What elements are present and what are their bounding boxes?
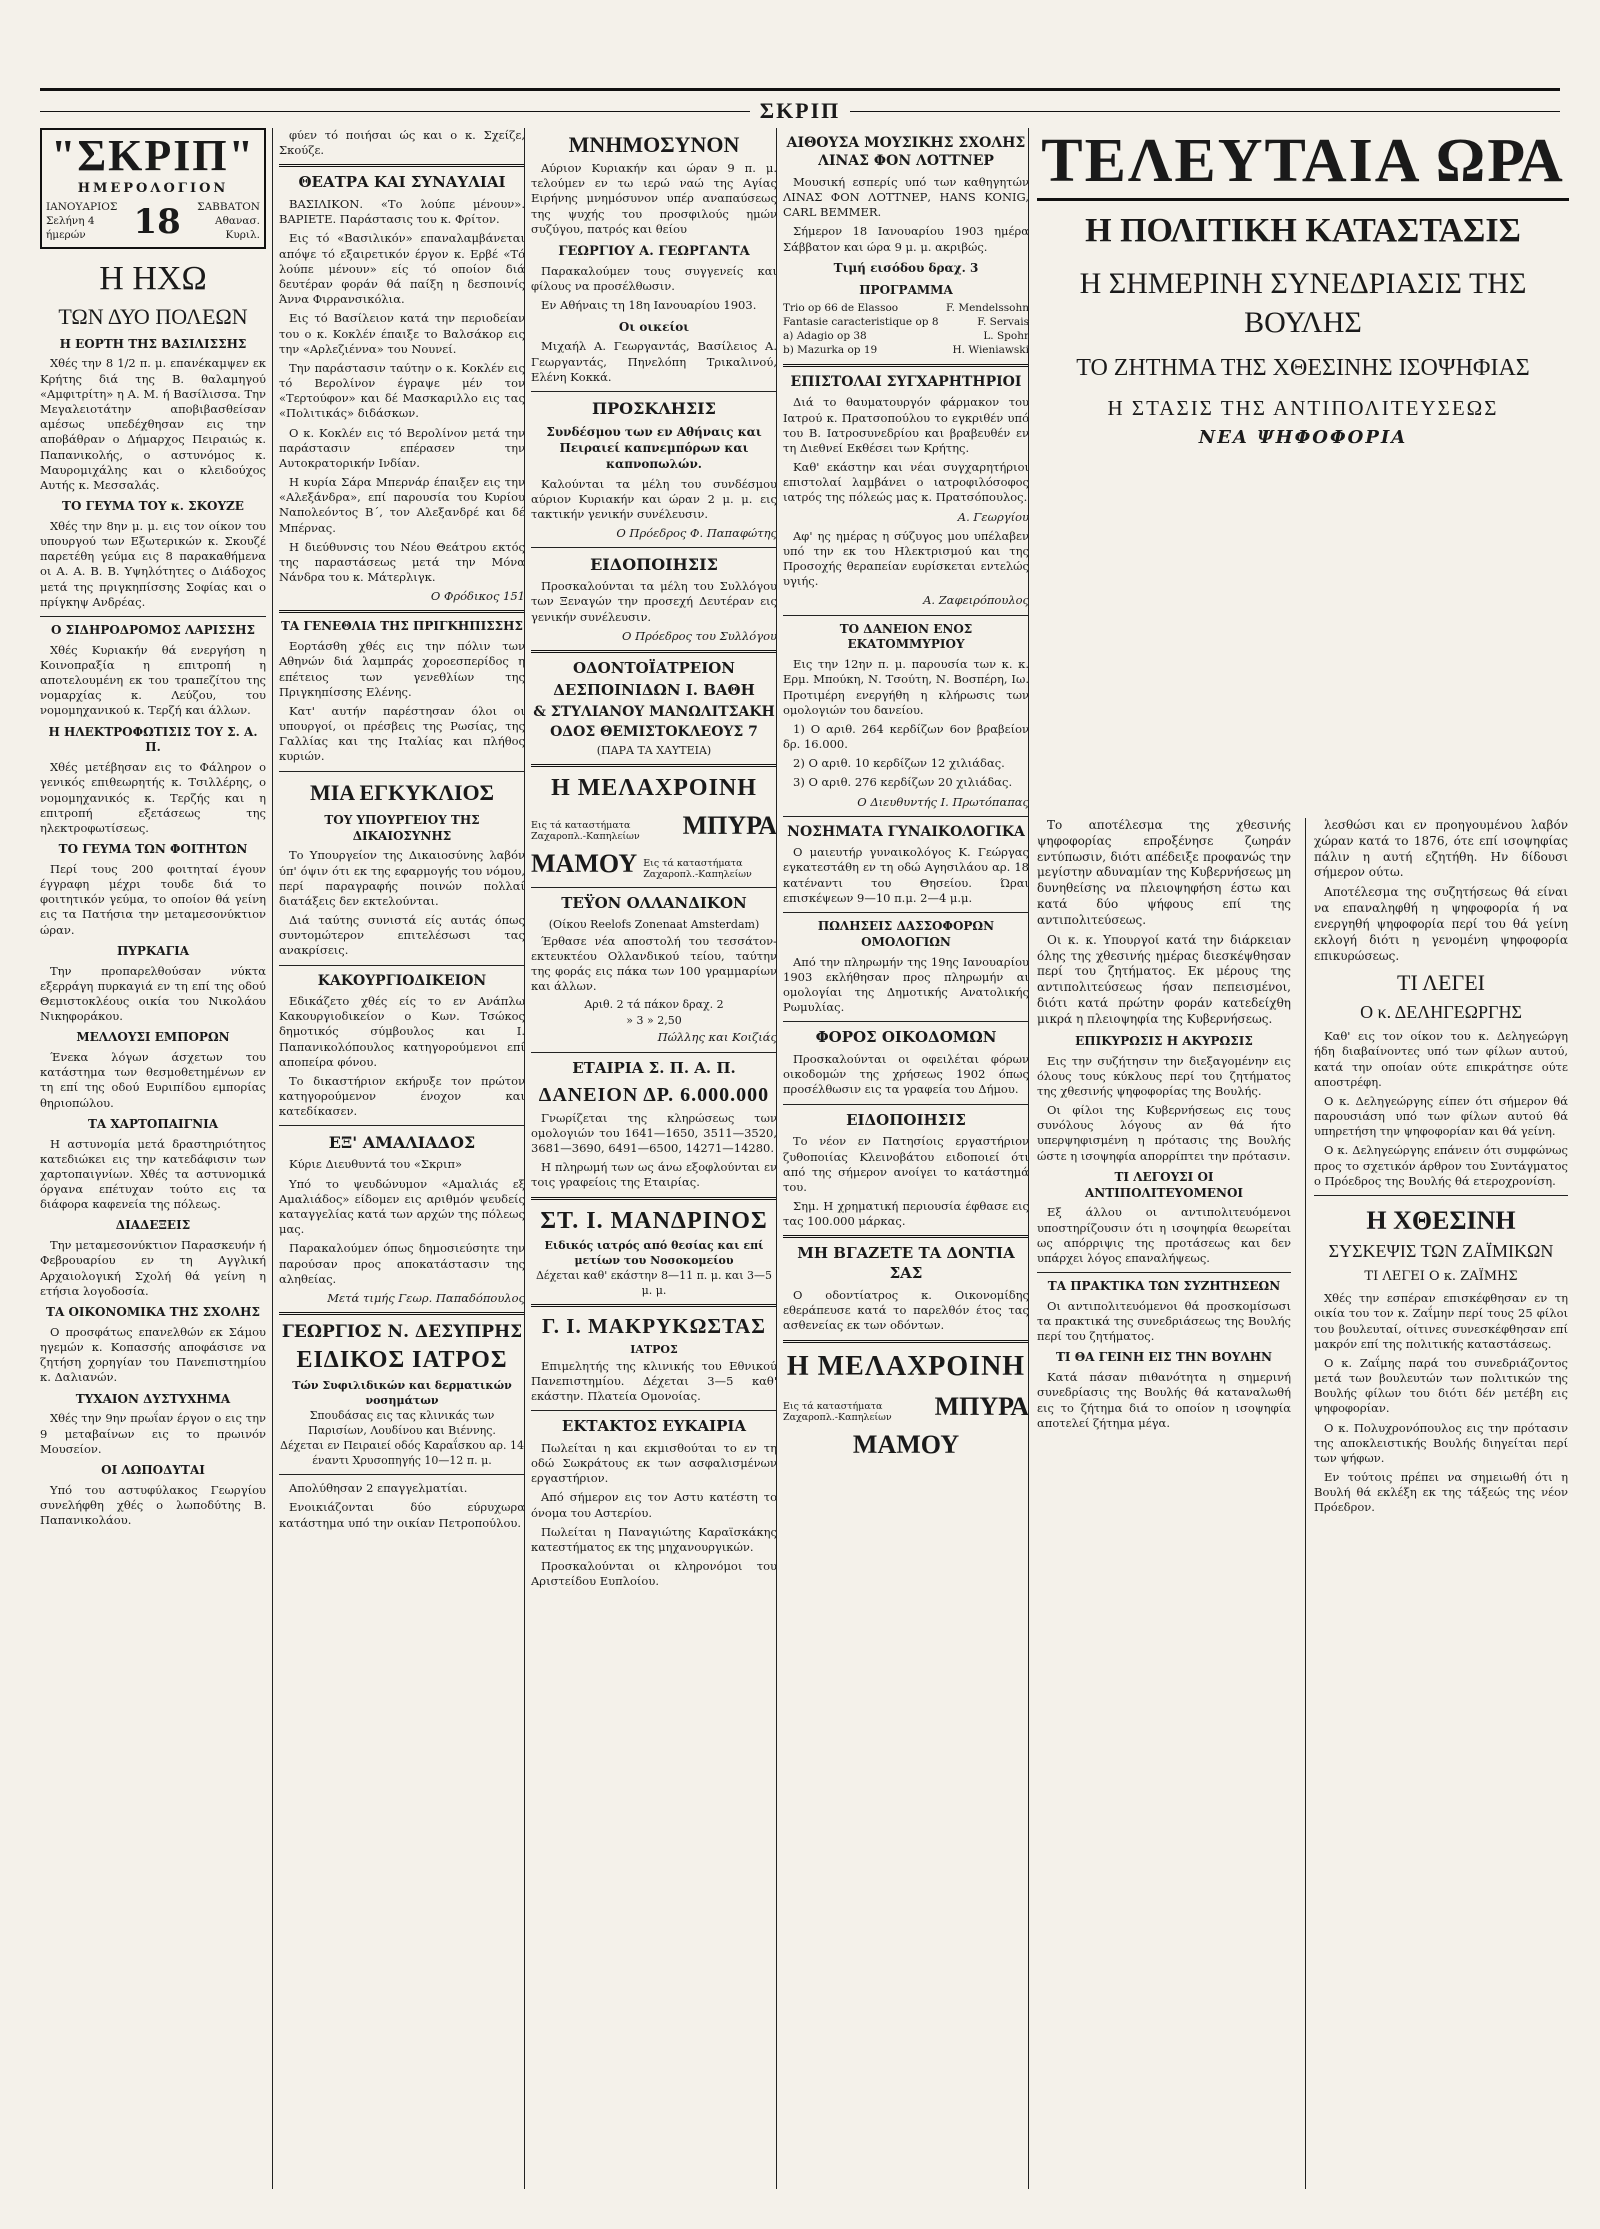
lead-block: [1314, 818, 1568, 964]
paragraph: Εξ άλλου οι αντιπολιτευόμενοι υποστηρίζουσιν ότι η ισοψηφία θεωρείται ως απόρριψις της προτάσεως και δεν υπάρχει λόγος επαναλήψεως.: [1037, 1205, 1291, 1265]
section-heading: ΜΙΑ ΕΓΚΥΚΛΙΟΣ: [309, 779, 495, 805]
section-heading: ΤΑ ΠΡΑΚΤΙΚΑ ΤΩΝ ΣΥΖΗΤΗΣΕΩΝ: [1047, 1279, 1281, 1294]
paragraph: Από την πληρωμήν της 19ης Ιανουαρίου 1903 εκλήθησαν προς πληρωμήν αι ομολογίαι της Δημοτικής Ανατολικής Ρωμυλίας.: [783, 954, 1029, 1015]
program-heading: ΠΡΟΓΡΑΜΜΑ: [859, 282, 953, 297]
program-composer: L. Spohr: [983, 330, 1029, 343]
paragraph: Εις την συζήτησιν την διεξαγομένην εις όλους τους κύκλους περί του ζητήματος της χθεσινής ψηφοφορίας της Βουλής.: [1037, 1053, 1291, 1098]
section-heading: Η ΗΛΕΚΤΡΟΦΩΤΙΣΙΣ ΤΟΥ Σ. Α. Π.: [48, 724, 258, 755]
paragraph: Ο προσφάτως επανελθών εκ Σάμου ηγεμών κ. Κοπασσής αποφάσισε να ζητήση χορηγίαν του Πανεπιστημίου κ. Δαλιανών.: [40, 1324, 266, 1385]
ad-doctor-name: ΣΤ. Ι. ΜΑΝΔΡΙΝΟΣ: [540, 1207, 768, 1234]
program-item: [783, 330, 1029, 344]
section-heading: ΘΕΑΤΡΑ ΚΑΙ ΣΥΝΑΥΛΙΑΙ: [298, 173, 506, 192]
divider: [531, 1197, 777, 1200]
ad-beer-block: [783, 1428, 1029, 1462]
calendar-label: ΗΜΕΡΟΛΟΓΙΟΝ: [77, 181, 229, 196]
list-line: 2) Ο αριθ. 10 κερδίζων 12 χιλιάδας.: [793, 756, 1005, 771]
divider: [783, 615, 1029, 616]
column-1: [40, 128, 272, 2189]
last-hour-right-column: [1305, 818, 1568, 2189]
program-piece: Fantasie caracteristique op 8: [783, 316, 939, 329]
program-item: [783, 316, 1029, 330]
paragraph: Χθές την 9ην πρωΐαν έργον ο εις την 9 μεταβαίνων εις το πρωινόν Μουσείον.: [40, 1411, 266, 1456]
page-header: [0, 98, 1600, 124]
section-heading: ΤΑ ΟΙΚΟΝΟΜΙΚΑ ΤΗΣ ΣΧΟΛΗΣ: [46, 1305, 260, 1319]
paragraph: Καθ' εις τον οίκον του κ. Δεληγεώργη ήδη διαβαίνοντες υπό των φίλων αυτού, κατά την οποίαν ούτε επικράτησε ούτε αποστρέφη.: [1314, 1029, 1568, 1089]
price-line: » 3 » 2,50: [626, 1013, 682, 1027]
program-item: [783, 344, 1029, 358]
section-heading: Η ΕΟΡΤΗ ΤΗΣ ΒΑΣΙΛΙΣΣΗΣ: [59, 336, 247, 351]
program-list: [783, 302, 1029, 357]
loan-title: ΔΑΝΕΙΟΝ ΔΡ. 6.000.000: [538, 1084, 770, 1107]
ad-line: ΟΔΟΣ ΘΕΜΙΣΤΟΚΛΕΟΥΣ 7: [550, 724, 758, 741]
divider: [783, 1104, 1029, 1105]
paragraph: Απολύθησαν 2 επαγγελματίαι.: [289, 1481, 468, 1496]
headline: Η ΣΗΜΕΡΙΝΗ ΣΥΝΕΔΡΙΑΣΙΣ ΤΗΣ ΒΟΥΛΗΣ: [1079, 266, 1527, 340]
paragraph: Οι κ. κ. Υπουργοί κατά την διάρκειαν όλης της χθεσινής ημέρας διεσκέψθησαν περί του ζητήματος. Εκ μέρους της αντιπολιτεύσεως ήσαν πεπεισμένοι, διότι κατά πρώτην φοράν κατεδείχθη μικρά η πλειοψηφία της Κυβερνήσεως.: [1037, 932, 1291, 1026]
paragraph: Γνωρίζεται της κληρώσεως των ομολογιών του 1641—1650, 3511—3520, 3681—3690, 6491—6500, 14271—14280.: [531, 1110, 777, 1156]
signature: Α. Ζαφειρόπουλος: [923, 593, 1029, 608]
last-hour-left-column: [1037, 818, 1297, 2189]
paragraph: Αποτέλεσμα της συζητήσεως θά είναι να επαναληφθή η ψηφοφορία ή να ενεργηθή ψηφοφορία περί του θά γείνη εκλογή διότι η γενομένη ψηφοφορία επικυρώσεως.: [1314, 885, 1568, 963]
lead-block: [1037, 818, 1291, 1028]
divider: [531, 391, 777, 392]
signature: Α. Γεωργίου: [957, 509, 1029, 524]
paragraph: Εν τούτοις πρέπει να σημειωθή ότι η Βουλή θά εκλέξη εκ της τάξεώς της νέον Πρόεδρον.: [1314, 1470, 1568, 1515]
signature: Ο Πρόεδρος Φ. Παπαφώτης: [616, 526, 777, 541]
program-composer: H. Wieniawski: [952, 344, 1029, 357]
ad-line: Δέχεται καθ' εκάστην 8—11 π. μ. και 3—5 μ. μ.: [535, 1269, 773, 1297]
paragraph: Διά ταύτης συνιστά είς αυτάς όπως συντομώτερον επιτελέσωσι τας ανακρίσεις.: [279, 913, 525, 958]
paragraph: Η διεύθυνσις του Νέου Θεάτρου εκτός της παραστάσεως μετά την Μόνα Νάνδρα του κ. Μάτερλιγκ.: [279, 539, 525, 585]
newspaper-logo: "ΣΚΡΙΠ": [50, 131, 256, 180]
headline: Η ΣΤΑΣΙΣ ΤΗΣ ΑΝΤΙΠΟΛΙΤΕΥΣΕΩΣ: [1107, 395, 1499, 420]
section-subheading: ΣΥΣΚΕΨΙΣ ΤΩΝ ΖΑΪΜΙΚΩΝ: [1328, 1241, 1554, 1262]
signature: Ο Φρόδικος 151: [430, 589, 525, 604]
paragraph: ΒΑΣΙΛΙΚΟΝ. «Το λούπε μένουν». ΒΑΡΙΕΤΕ. Παράστασις του κ. Φρίτον.: [279, 197, 525, 227]
section-heading: ΕΞ' ΑΜΑΛΙΑΔΟΣ: [328, 1133, 476, 1153]
paragraph: Εορτάσθη χθές εις την πόλιν των Αθηνών διά λαμπράς χοροεσπερίδος η επέτειος των γενεθλίων της Πριγκηπίσσης Ελένης.: [279, 639, 525, 699]
paragraph: Εις τό «Βασιλικόν» επαναλαμβάνεται απόψε τό εξαιρετικόν έργον κ. Ερβέ «Τό λούπε μένουν» είς τό οποίον διά δευτέραν φοράν θά παίξη η δεσποινίς Άννα Φιρρανσικόλια.: [279, 231, 525, 307]
paragraph: Κατ' αυτήν παρέστησαν όλοι οι υπουργοί, οι πρέσβεις της Ρωσίας, της Γαλλίας και της Ιταλίας και πλήθος κυριών.: [279, 703, 525, 764]
program-piece: b) Mazurka op 19: [783, 344, 878, 357]
paragraph: Ενοικιάζονται δύο εύρυχωρα κατάστημα υπό την οικίαν Πετροπούλου.: [279, 1500, 525, 1530]
paragraph: Το αποτέλεσμα της χθεσινής ψηφοφορίας επροξένησε ζωηράν εντύπωσιν, διότι απέδειξε προφανώς την μεγίστην αδυναμίαν της Κυβερνήσεως μη δυνηθείσης να πλειοψηφήση έστω και κατά δύο ψήφους επί της αντιπολιτεύσεως.: [1037, 818, 1291, 927]
ad-line: ΙΑΤΡΟΣ: [630, 1343, 678, 1357]
section-heading: ΤΥΧΑΙΟΝ ΔΥΣΤΥΧΗΜΑ: [75, 1391, 231, 1406]
paragraph: Υπό του αστυφύλακος Γεωργίου συνελήφθη χθές ο λωποδύτης Β. Παπανικολάου.: [40, 1482, 266, 1528]
paragraph: Ο κ. Ζαΐμης παρά του συνεδριάζοντος μετά των βουλευτών των πολιτικών της Βουλής φίλων του διότι δέν μετέβη εις ψηφοφορίαν.: [1314, 1355, 1568, 1416]
paragraph: Οι αντιπολιτευόμενοι θά προσκομίσωσι τα πρακτικά της συνεδριάσεως της Βουλής περί του ζητήματος.: [1037, 1298, 1291, 1344]
column-4: [776, 128, 1035, 2189]
section-heading: ΠΥΡΚΑΓΙΑ: [116, 943, 190, 958]
section-subheading: Συνδέσμου των εν Αθήναις και Πειραιεί καπνεμπόρων και καπνοπωλών.: [546, 425, 762, 471]
column-3: [524, 128, 783, 2189]
section-heading: ΚΑΚΟΥΡΓΙΟΔΙΚΕΙΟΝ: [317, 972, 487, 989]
paragraph: Προσκαλούνται οι κληρονόμοι του Αριστείδου Ευπλοίου.: [531, 1559, 777, 1589]
paragraph: Εις την 12ην π. μ. παρουσία των κ. κ. Ερμ. Μπούκη, Ν. Τσούτη, Ν. Βοσπέρη, Ιω. Προτιμέρη ενεργήθη η κλήρωσις των ομολογιών του δανείου.: [783, 657, 1029, 717]
section-heading: ΤΟ ΓΕΥΜΑ ΤΟΥ κ. ΣΚΟΥΖΕ: [62, 499, 244, 514]
section-heading: ΤΙ ΛΕΓΕΙ: [1397, 970, 1485, 996]
paragraph: Την προπαρελθούσαν νύκτα εξερράγη πυρκαγιά εν τη επί της οδού Θεμιστοκλέους οικία του Νικολάου Νικηφοράκου.: [40, 963, 266, 1024]
section-heading: ΠΡΟΣΚΛΗΣΙΣ: [592, 398, 716, 418]
ad-line: (ΠΑΡΑ ΤΑ ΧΑΥΤΕΙΑ): [596, 743, 712, 757]
paragraph: Αύριον Κυριακήν και ώραν 9 π. μ. τελούμεν εν τω ιερώ ναώ της Αγίας Ειρήνης μνημόσυνον υπέρ αναπαύσεως της ψυχής του προσφιλούς ημών συζύγου, πατρός και θείου: [531, 161, 777, 236]
divider: [1314, 1195, 1568, 1196]
paragraph: Η αστυνομία μετά δραστηριότητος κατεδιώκει εις την κατεδάφισιν των χαρτοπαιγνίων. Χθές τα αστυνομικά όργανα επέτυχαν τούτο εις τα διάφορα καφενεία της πόλεως.: [40, 1136, 266, 1212]
paragraph: Το Υπουργείον της Δικαιοσύνης λαβόν ύπ' όψιν ότι εκ της εφαρμογής του νόμου, περί παραγραφής ποινών πολλαί διατάξεις δεν εκτελούνται.: [279, 848, 525, 908]
paragraph: Παρακαλούμεν όπως δημοσιεύσητε την παρούσαν προς αποκατάστασιν της αληθείας.: [279, 1241, 525, 1286]
program-composer: F. Mendelssohn: [946, 302, 1029, 315]
divider: [279, 164, 525, 167]
ad-beer-block: [531, 809, 777, 843]
ad-line: Εις τά καταστήματα Ζαχαροπλ.-Καπηλείων: [643, 858, 752, 881]
paragraph: Χθές μετέβησαν εις το Φάληρον ο γενικός επιθεωρητής κ. Τσιλλέρης, ο νομομηχανικός κ. Τερζής και η επιτροπή εξετάσεως της ηλεκτροφωτίσεως.: [40, 760, 266, 835]
paragraph: λεσθώσι και εν προηγουμένου λαβόν χώραν κατά το 1876, ότε επί ισοψηφίας πάλιν η αυτή εζητήθη. Ην δίδουσι σήμερον ούτω.: [1314, 818, 1568, 880]
section-heading: ΔΙΑΔΕΞΕΙΣ: [115, 1218, 191, 1233]
paragraph: Εδικάζετο χθές είς το εν Ανάπλω Κακουργιοδικείον ο Κων. Τσώκος δημοτικός σύμβουλος και Ι. Παπανικολόπουλος κατηγορούμενοι επί αποπείρα φόνου.: [279, 994, 525, 1069]
paragraph: Πωλείται η Παναγιώτης Καραϊσκάκης κατεστήματος εκ της μηχανουργικών.: [531, 1524, 777, 1554]
paragraph: Περί τους 200 φοιτηταί έγουν έγγραφη μέχρι τουδε διά το φοιτητικόν γεύμα, το οποίον θά γείνη εις τα Πατήσια την μεταμεσονύκτιον ώραν.: [40, 861, 266, 937]
divider: [531, 1052, 777, 1053]
divider: [783, 1021, 1029, 1022]
paragraph: Κύριε Διευθυντά του «Σκριπ»: [289, 1157, 463, 1172]
divider: [531, 1410, 777, 1411]
signature: Μετά τιμής Γεωρ. Παπαδόπουλος: [327, 1290, 525, 1305]
last-hour-section: [1028, 128, 1569, 2189]
divider: [783, 912, 1029, 913]
paragraph: Προσκαλούνται οι οφειλέται φόρων οικοδομών της χρήσεως 1902 όπως προσέλθωσιν εις τα γραφεία του Δήμου.: [783, 1052, 1029, 1097]
date-line: Εν Αθήναις τη 18η Ιανουαρίου 1903.: [541, 298, 757, 313]
month: ΙΑΝΟΥΑΡΙΟΣ: [46, 201, 118, 214]
list-line: 3) Ο αριθ. 276 κερδίζων 20 χιλιάδας.: [793, 775, 1013, 790]
divider: [531, 650, 777, 653]
paragraph: Διά το θαυματουργόν φάρμακον του Ιατρού κ. Πρατσοπούλου το εγκριθέν υπό του Β. Ιατροσυνεδρίου και βραβευθέν εν τη Διεθνεί Εκθέσει των Κρήτης.: [783, 395, 1029, 455]
signature: Ο Διευθυντής Ι. Πρωτόπαπας: [857, 794, 1029, 809]
divider: [531, 764, 777, 767]
program-piece: a) Adagio op 38: [783, 330, 867, 343]
signature: Ο Πρόεδρος του Συλλόγου: [621, 628, 777, 643]
section-heading: ΕΠΙΚΥΡΩΣΙΣ Η ΑΚΥΡΩΣΙΣ: [1075, 1033, 1253, 1048]
ticket-price: Τιμή εισόδου δραχ. 3: [833, 260, 979, 275]
moon-phase: Σελήνη 4 ήμερών: [46, 215, 95, 241]
relatives-label: Οι οικείοι: [618, 319, 690, 334]
paragraph: Αφ' ης ημέρας η σύζυγος μου υπέλαβεν υπό την εκ του Ηλεκτρισμού και της Προσοχής θεραπείαν ευρίσκεται εντελώς υγιής.: [783, 528, 1029, 589]
paragraph: Παρακαλούμεν τους συγγενείς και φίλους να προσέλθωσιν.: [531, 264, 777, 294]
ad-line: Ειδικός ιατρός από θεσίας και επί μετίων του Νοσοκομείου: [544, 1239, 764, 1267]
ad-line: ΟΔΟΝΤΟΪΑΤΡΕΙΟΝ: [572, 658, 736, 677]
ad-beer-block: [531, 847, 777, 881]
ad-line: & ΣΤΥΛΙΑΝΟΥ ΜΑΝΩΛΙΤΣΑΚΗ: [533, 703, 775, 720]
divider: [783, 816, 1029, 817]
ad-line: Δέχεται εν Πειραιεί οδός Καραΐσκου αρ. 14 έναντι Χρυσοπηγής 10—12 π. μ.: [280, 1439, 524, 1467]
paragraph: Καλούνται τα μέλη του συνδέσμου αύριον Κυριακήν και ώραν 2 μ. μ. εις τακτικήν γενικήν συνέλευσιν.: [531, 476, 777, 521]
section-heading: ΤΙ ΛΕΓΟΥΣΙ ΟΙ ΑΝΤΙΠΟΛΙΤΕΥΟΜΕΝΟΙ: [1084, 1169, 1244, 1200]
section-heading: ΤΕΫΟΝ ΟΛΛΑΝΔΙΚΟΝ: [561, 894, 747, 913]
divider: [531, 1304, 777, 1307]
section-heading: ΜΝΗΜΟΣΥΝΟΝ: [568, 132, 740, 157]
paragraph: Ο κ. Δεληγεώργης είπεν ότι σήμερον θά παρουσιάση υπό των φίλων αυτού θά υπηρετήση την ψηφοφορίαν και θά γείνη.: [1314, 1093, 1568, 1139]
list-line: 1) Ο αριθ. 264 κερδίζων 6ον βραβείον δρ. 16.000.: [783, 721, 1029, 752]
paragraph: Επιμελητής της κλινικής του Εθνικού Πανεπιστημίου. Δέχεται 3—5 καθ' εκάστην. Πλατεία Ομονοίας.: [531, 1358, 777, 1403]
section-subheading: Ο κ. ΔΕΛΗΓΕΩΡΓΗΣ: [1360, 1002, 1522, 1023]
deceased-name: ΓΕΩΡΓΙΟΥ Α. ΓΕΩΡΓΑΝΤΑ: [558, 243, 750, 259]
paragraph: Ο οδοντίατρος κ. Οικονομίδης εθεράπευσε κατά το παρελθόν έτος τας ασθενείας εκ των οδόντων.: [783, 1288, 1029, 1333]
divider: [279, 1125, 525, 1126]
ad-beer-title: Η ΜΕΛΑΧΡΟΙΝΗ: [786, 1350, 1026, 1382]
paragraph: Πωλείται η και εκμισθούται το εν τη οδώ Σωκράτους εκ των ασφαλισμένων εργαστήριον.: [531, 1440, 777, 1486]
ad-beer-word: ΜΠΥΡΑ: [682, 810, 777, 840]
column-2: [272, 128, 531, 2189]
paragraph: Ο κ. Δεληγεώργης επάνειν ότι συμφώνως προς το σχετικόν άρθρον του Συντάγματος ο Πρόεδρος της Βουλής θά ετεροχρονίση.: [1314, 1143, 1568, 1188]
section-heading: Ο ΣΙΔΗΡΟΔΡΟΜΟΣ ΛΑΡΙΣΣΗΣ: [50, 622, 256, 637]
echo-title: Η ΗΧΩ: [99, 259, 207, 297]
section-subheading: ΤΙ ΛΕΓΕΙ Ο κ. ΖΑΪΜΗΣ: [1364, 1269, 1518, 1285]
paragraph: φύεν τό ποιήσαι ώς και ο κ. Σχείζε, Σκούζε.: [279, 128, 525, 158]
ad-doctor-name: Γ. Ι. ΜΑΚΡΥΚΩΣΤΑΣ: [541, 1314, 767, 1339]
program-composer: F. Servais: [977, 316, 1029, 329]
section-heading: ΕΚΤΑΚΤΟΣ ΕΥΚΑΙΡΙΑ: [561, 1417, 747, 1436]
paragraph: Η πληρωμή των ως άνω εξοφλούνται εν τοις γραφείοις της Εταιρίας.: [531, 1160, 777, 1190]
divider: [279, 1474, 525, 1475]
ad-line: (Οίκου Reelofs Zonenaat Amsterdam): [548, 918, 760, 932]
weekday: ΣΑΒΒΑΤΟΝ: [197, 201, 260, 214]
divider: [531, 547, 777, 548]
paragraph: Το νέον εν Πατησίοις εργαστήριον ζυθοποιίας Κλεινοβάτου ειδοποιεί ότι από της σήμερον ανοίγει το κατάστημά του.: [783, 1134, 1029, 1194]
paragraph: Καθ' εκάστην και νέαι συγχαρητήριοι επιστολαί λαμβάνει ο ιατροφιλόσοφος ιατρός της πόλεώς μας κ. Πρατσόπουλος.: [783, 460, 1029, 505]
paragraph: Έρθασε νέα αποστολή του τεσσάτον-εκτευκτέου Ολλανδικού τείου, ταύτην της φοράς εις πάκα των 100 γραμμαρίων και άλλων.: [531, 933, 777, 994]
ad-beer-block: [783, 1390, 1029, 1424]
paragraph: Από σήμερον εις τον Αστυ κατέστη το όνομα του Αστερίου.: [531, 1490, 777, 1520]
section-subheading: ΤΟΥ ΥΠΟΥΡΓΕΙΟΥ ΤΗΣ ΔΙΚΑΙΟΣΥΝΗΣ: [324, 812, 480, 843]
calendar-box: [40, 128, 266, 249]
ad-beer-title: Η ΜΕΛΑΧΡΟΙΝΗ: [551, 775, 757, 802]
paragraph: Χθές την εσπέραν επισκέφθησαν εν τη οικία του τον κ. Ζαΐμην περί τους 25 φίλοι του βουλευταί, οίτινες συνεσκέφθησαν επί μακρόν επί της πολιτικής καταστάσεως.: [1314, 1291, 1568, 1351]
price-line: Αριθ. 2 τά πάκον δραχ. 2: [584, 998, 724, 1012]
section-heading: ΕΤΑΙΡΙΑ Σ. Π. Α. Π.: [572, 1058, 736, 1077]
section-heading: ΕΙΔΟΠΟΙΗΣΙΣ: [590, 555, 718, 575]
divider: [783, 1235, 1029, 1238]
ad-line: ΔΕΣΠΟΙΝΙΔΩΝ Ι. ΒΑΘΗ: [553, 680, 755, 699]
section-heading: ΝΟΣΗΜΑΤΑ ΓΥΝΑΙΚΟΛΟΓΙΚΑ: [787, 823, 1025, 840]
paragraph: Ο μαιευτήρ γυναικολόγος Κ. Γεώργας εγκατεστάθη εν τη οδώ Αγησιλάου αρ. 18 κατέναντι του Θησείου. Ώραι επισκέψεων 9—10 π.μ. 2—4 μ.μ.: [783, 845, 1029, 905]
divider: [279, 771, 525, 772]
ad-doctor-title: ΕΙΔΙΚΟΣ ΙΑΤΡΟΣ: [296, 1347, 508, 1374]
headline: ΝΕΑ ΨΗΦΟΦΟΡΙΑ: [1198, 427, 1408, 449]
section-heading: ΟΙ ΛΩΠΟΔΥΤΑΙ: [101, 1462, 205, 1477]
paragraph: Χθές την 8ην μ. μ. εις τον οίκον του υπουργού των Εξωτερικών κ. Σκουζέ παρετέθη γεύμα εις 8 παρακαθήμενα οι Α. Α. Β. Β. Υψηλότητες ο Διάδοχος μετά της πριγκηπίσσης Σοφίας και ο πρίγκηψ Ανδρέας.: [40, 518, 266, 609]
section-heading: ΦΟΡΟΣ ΟΙΚΟΔΟΜΩΝ: [815, 1028, 997, 1047]
ad-line: Τών Συφιλιδικών και δερματικών νοσημάτων: [292, 1379, 512, 1407]
program-piece: Trio op 66 de Elassoo: [783, 302, 899, 315]
dateline: [46, 201, 260, 243]
section-heading: ΤΟ ΓΕΥΜΑ ΤΩΝ ΦΟΙΤΗΤΩΝ: [58, 842, 248, 857]
divider: [279, 1312, 525, 1315]
section-heading: ΤΙ ΘΑ ΓΕΙΝΗ ΕΙΣ ΤΗΝ ΒΟΥΛΗΝ: [1055, 1350, 1273, 1365]
paragraph: Ο κ. Κοκλέν εις τό Βερολίνον μετά την παράστασιν επέρασεν την Αυτοκρατορικήν Ινδίαν.: [279, 425, 525, 470]
paragraph: Το δικαστήριον εκήρυξε τον πρώτον κατηγορούμενον ένοχον και κατεδίκασεν.: [279, 1073, 525, 1119]
paragraph: Ένεκα λόγων άσχετων του κατάστημα των θεσμοθετημένων εν τη επί της οδού Ευριπίδου εμπορίας θηριοπώλου.: [40, 1050, 266, 1110]
political-situation-heading: Η ΠΟΛΙΤΙΚΗ ΚΑΤΑΣΤΑΣΙΣ: [1085, 212, 1521, 249]
ad-beer-word: ΜΠΥΡΑ: [934, 1391, 1029, 1421]
paragraph: Ο κ. Πολυχρονόπουλος εις την πρότασιν της αποκλειστικής Βουλής διηγείται περί των ψήφων.: [1314, 1420, 1568, 1465]
signature: Πώλλης και Κοιζιάς: [657, 1030, 777, 1045]
ad-line: Σπουδάσας εις τας κλινικάς των Παρισίων, Λουδίνου και Βιέννης.: [308, 1409, 496, 1437]
paragraph: Κατά πάσαν πιθανότητα η σημερινή συνεδρίασις της Βουλής θά καταναλωθή εις το ζήτημα διά το οποίον η ισοψηφία αποτελεί ζήτημα μέγα.: [1037, 1370, 1291, 1430]
paragraph: Υπό το ψευδώνυμον «Αμαλιάς εξ Αμαλιάδος» είδομεν εις αριθμόν ψευδείς καταγγελίας κατά των αρχών της πόλεως μας.: [279, 1176, 525, 1237]
section-heading: ΤΟ ΔΑΝΕΙΟΝ ΕΝΟΣ ΕΚΑΤΟΜΜΥΡΙΟΥ: [839, 621, 973, 652]
ad-doctor-name: ΓΕΩΡΓΙΟΣ Ν. ΔΕΣΥΠΡΗΣ: [281, 1322, 523, 1343]
paragraph: Μουσική εσπερίς υπό των καθηγητών ΛΙΝΑΣ ΦΟΝ ΛΟΤΤΝΕΡ, HANS KONIG, CARL BEMMER.: [783, 174, 1029, 220]
paragraph: Εις τό Βασίλειον κατά την περιοδείαν του ο κ. Κοκλέν έπαιξε το Βαλσάκορ εις την «Αρλεζιέννα» του Νουνεί.: [279, 311, 525, 356]
section-heading: ΕΠΙΣΤΟΛΑΙ ΣΥΓΧΑΡΗΤΗΡΙΟΙ: [790, 373, 1022, 390]
ad-line: Εις τά καταστήματα Ζαχαροπλ.-Καπηλείων: [531, 820, 640, 843]
divider: [783, 364, 1029, 367]
saint-day: Αθανασ. Κυριλ.: [215, 215, 260, 241]
paragraph: Σήμερον 18 Ιανουαρίου 1903 ημέρα Σάββατον και ώρα 9 μ. μ. ακριβώς.: [783, 224, 1029, 254]
section-heading: ΕΙΔΟΠΟΙΗΣΙΣ: [846, 1110, 966, 1129]
paragraph: Την μεταμεσονύκτιον Παρασκευήν ή Φεβρουαρίου εν τη Αγγλική Αρχαιολογική Σχολή θά γείνη η ετήσια λογοδοσία.: [40, 1238, 266, 1298]
ad-beer-word: ΜΑΜΟΥ: [531, 849, 638, 879]
divider: [1037, 1272, 1291, 1273]
relatives-names: Μιχαήλ Α. Γεωργαντάς, Βασίλειος Α. Γεωργαντάς, Πηνελόπη Τρικαλινού, Ελένη Κοκκά.: [531, 339, 777, 384]
section-heading: ΤΑ ΧΑΡΤΟΠΑΙΓΝΙΑ: [87, 1116, 219, 1131]
paragraph: Την παράστασιν ταύτην ο κ. Κοκλέν εις τό Βερολίνον έγραψε μέν τον «Τερτούφον» και δέ Μασκαριλλο εις τας «Πολιτικάς» διδάσκων.: [279, 360, 525, 421]
divider: [531, 887, 777, 888]
divider: [40, 616, 266, 617]
paragraph: Οι φίλοι της Κυβερνήσεως εις τους συνόλους λόγους αν θά ήτο υπερψηφισμένη η πρότασις της Βουλής ώστε η ισοψηφία απορρίπτει την πρότασιν.: [1037, 1103, 1291, 1163]
paragraph: Προσκαλούνται τα μέλη του Συλλόγου των Ξεναγών την προσεχή Δευτέραν εις γενικήν συνέλευσιν.: [531, 579, 777, 624]
program-item: [783, 302, 1029, 316]
paragraph: Η κυρία Σάρα Μπερνάρ έπαιξεν εις την «Αλεξάνδρα», επί παρουσία του Κυρίου Ναπολεόντος Β΄, τον Αλεξανδρέ και δέ Μπέρνας.: [279, 475, 525, 535]
divider: [783, 1340, 1029, 1343]
ad-line: Εις τά καταστήματα Ζαχαροπλ.-Καπηλείων: [783, 1400, 892, 1423]
section-heading: ΤΑ ΓΕΝΕΘΛΙΑ ΤΗΣ ΠΡΙΓΚΗΠΙΣΣΗΣ: [281, 619, 523, 634]
paragraph: Σημ. Η χρηματική περιουσία έφθασε εις τας 100.000 μάρκας.: [783, 1199, 1029, 1229]
section-heading: ΜΗ ΒΓΑΖΕΤΕ ΤΑ ΔΟΝΤΙΑ ΣΑΣ: [797, 1244, 1015, 1283]
ad-beer-word: ΜΑΜΟΥ: [852, 1429, 960, 1459]
section-heading: Η ΧΘΕΣΙΝΗ: [1366, 1205, 1516, 1235]
echo-subtitle: ΤΩΝ ΔΥΟ ΠΟΛΕΩΝ: [58, 303, 248, 329]
paragraph: Χθές Κυριακήν θά ενεργήση η Κοινοπραξία η επιτροπή η αποτελουμένη εκ του τραπεζίτου της νομαρχίας κ. Λεύζου, του νομομηχανικού κ. Τερζή και άλλων.: [40, 642, 266, 718]
page-name: ΣΚΡΙΠ: [750, 98, 851, 123]
section-heading: ΑΙΘΟΥΣΑ ΜΟΥΣΙΚΗΣ ΣΧΟΛΗΣ ΛΙΝΑΣ ΦΟΝ ΛΟΤΤΝΕΡ: [786, 135, 1026, 170]
section-heading: ΜΕΛΛΟΥΣΙ ΕΜΠΟΡΩΝ: [76, 1030, 230, 1045]
divider: [279, 965, 525, 966]
last-hour-title: ΤΕΛΕΥΤΑΙΑ ΩΡΑ: [1037, 128, 1569, 201]
section-heading: ΠΩΛΗΣΕΙΣ ΔΑΣΣΟΦΟΡΩΝ ΟΜΟΛΟΓΙΩΝ: [817, 918, 995, 949]
headline: ΤΟ ΖΗΤΗΜΑ ΤΗΣ ΧΘΕΣΙΝΗΣ ΙΣΟΨΗΦΙΑΣ: [1076, 355, 1530, 382]
divider: [279, 610, 525, 613]
day-number: 18: [133, 201, 181, 242]
paragraph: Χθές την 8 1/2 π. μ. επανέκαμψεν εκ Κρήτης διά της Β. θαλαμηγού «Αμφιτρίτη» η Α. Μ. ή Βασίλισσα. Την Μεγαλειοτάτην αποβιβασθείσαν αμέσως υπεδέχθησαν εις την αποβάθραν ο Δήμαρχος Πειραιώς κ. Παπανικολής, ο αστυνόμος κ. Μαυρομιχάλης και ο κλειδούχος Αυτής κ. Μεσσαλάς.: [40, 356, 266, 492]
